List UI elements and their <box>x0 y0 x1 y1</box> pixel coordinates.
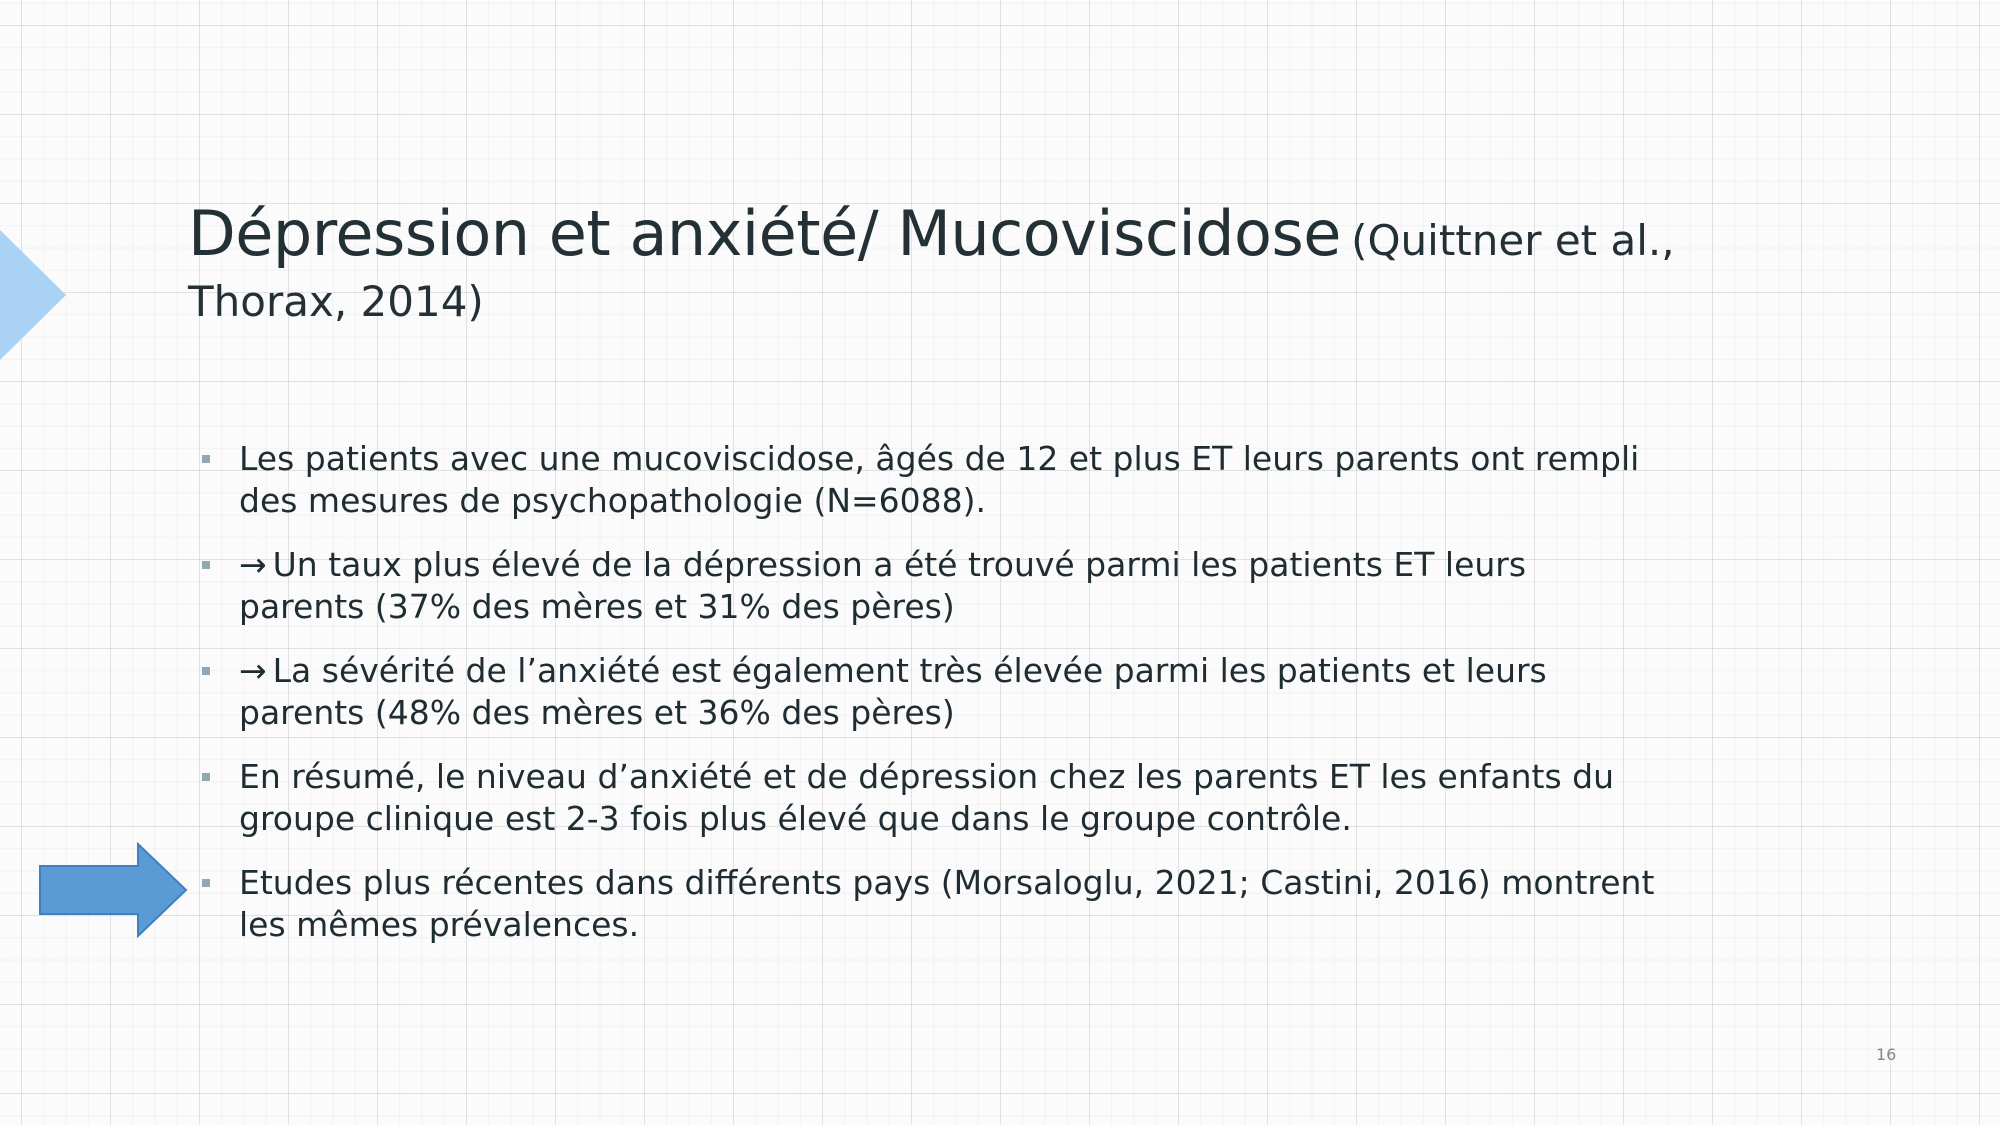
bullet-text: Un taux plus élevé de la dépression a été trouvé parmi les patients ET leurs parents (37% des mères et 31% des pères) <box>239 545 1527 626</box>
bullet-marker-icon <box>202 667 210 675</box>
right-arrow-glyph-icon: → <box>239 545 267 584</box>
list-item <box>200 650 1660 734</box>
bullet-text: La sévérité de l’anxiété est également très élevée parmi les patients et leurs parents (48% des mères et 36% des pères) <box>239 651 1547 732</box>
right-arrow-icon <box>38 842 188 938</box>
triangle-decoration-icon <box>0 230 66 360</box>
slide-title <box>188 196 1748 326</box>
title-main: Dépression et anxiété/ Mucoviscidose <box>188 197 1341 270</box>
bullet-text: Les patients avec une mucoviscidose, âgés de 12 et plus ET leurs parents ont rempli des mesures de psychopathologie (N=6088). <box>239 439 1640 520</box>
bullet-marker-icon <box>202 561 210 569</box>
right-arrow-glyph-icon: → <box>239 651 267 690</box>
list-item <box>200 756 1660 840</box>
list-item <box>200 438 1660 522</box>
title-reference-continued: Thorax, 2014) <box>188 277 484 326</box>
bullet-marker-icon <box>202 455 210 463</box>
title-reference: (Quittner et al., <box>1351 216 1675 265</box>
bullet-marker-icon <box>202 879 210 887</box>
bullet-list <box>200 438 1660 968</box>
bullet-text: En résumé, le niveau d’anxiété et de dépression chez les parents ET les enfants du groupe clinique est 2-3 fois plus élevé que dans le groupe contrôle. <box>239 757 1614 838</box>
bullet-marker-icon <box>202 773 210 781</box>
bullet-text: Etudes plus récentes dans différents pays (Morsaloglu, 2021; Castini, 2016) montrent les mêmes prévalences. <box>239 863 1655 944</box>
list-item <box>200 544 1660 628</box>
page-number: 16 <box>1876 1045 1897 1064</box>
list-item <box>200 862 1660 946</box>
